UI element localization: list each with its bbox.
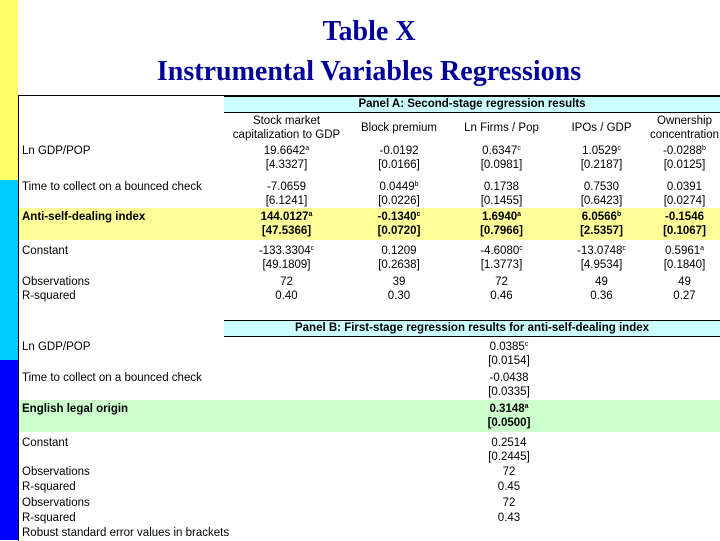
row-label: Constant: [22, 245, 69, 257]
row-label: Constant: [22, 437, 69, 449]
col-header-5: Ownership concentration: [649, 115, 720, 141]
coef-value: -0.1340$^c$: [377, 211, 421, 223]
panel-b-stats: [19, 464, 720, 526]
significance-mark: c: [519, 245, 523, 252]
coef-value: -133.3304$^c$: [258, 245, 315, 257]
r2-label: R-squared: [22, 290, 76, 302]
coef-value: -4.6080$^c$: [480, 245, 523, 257]
significance-mark: c: [524, 341, 529, 348]
std-error-value: [0.2445]: [488, 451, 530, 463]
significance-mark: a: [308, 211, 313, 218]
significance-mark: b: [616, 211, 622, 218]
significance-mark: a: [524, 403, 529, 410]
std-error-value: [0.1067]: [663, 225, 706, 237]
std-error-value: [0.0981]: [480, 159, 523, 171]
significance-mark: b: [414, 181, 419, 188]
significance-mark: a: [700, 245, 705, 252]
std-error-value: [0.0226]: [378, 195, 420, 207]
slide-title: Table X: [322, 16, 416, 47]
coef-value: 0.7530: [583, 181, 620, 193]
coef-value: 0.0391: [666, 181, 703, 193]
row-label: Time to collect on a bounced check: [22, 372, 202, 384]
obs-value: 72: [495, 276, 508, 288]
std-error-value: [0.0720]: [377, 225, 421, 237]
panel-a-row: [19, 178, 720, 210]
panel-b-row: [19, 434, 720, 466]
panel-a-row: [19, 208, 720, 240]
slide-subtitle: Instrumental Variables Regressions: [156, 56, 582, 87]
std-error-value: [0.0125]: [663, 159, 706, 171]
coef-value: 0.0449$^b$: [379, 181, 419, 193]
r2-value: 0.36: [590, 290, 613, 302]
obs-value: 72: [502, 466, 516, 478]
coef-value: 0.0385$^c$: [489, 341, 529, 353]
row-label: Ln GDP/POP: [22, 145, 91, 157]
obs-value: 49: [595, 276, 608, 288]
significance-mark: a: [517, 211, 522, 218]
obs-value: 72: [502, 497, 516, 509]
std-error-value: [0.0500]: [487, 417, 531, 429]
significance-mark: a: [305, 145, 310, 152]
panel-b-heading: Panel B: First-stage regression results for anti-self-dealing index: [224, 320, 720, 337]
std-error-value: [0.7966]: [480, 225, 523, 237]
std-error-value: [0.2638]: [378, 259, 420, 271]
std-error-value: [0.0335]: [488, 386, 530, 398]
coef-value: -0.1546: [664, 211, 704, 223]
coef-value: -13.0748$^c$: [577, 245, 626, 257]
significance-mark: c: [310, 245, 315, 252]
col-header-3: Ln Firms / Pop: [464, 122, 539, 134]
std-error-value: [6.1241]: [265, 195, 308, 207]
coef-value: 6.0566$^b$: [581, 211, 622, 223]
row-label: Anti-self-dealing index: [22, 211, 146, 223]
slide-sidebar: [0, 0, 18, 540]
r2-value: 0.46: [490, 290, 513, 302]
std-error-value: [0.0154]: [488, 355, 530, 367]
coef-value: -0.0192: [379, 145, 419, 157]
col-header-2: Block premium: [360, 122, 438, 134]
obs-value: 72: [280, 276, 293, 288]
obs-value: 49: [678, 276, 691, 288]
r2-value: 0.27: [673, 290, 696, 302]
panel-b-row: [19, 400, 720, 432]
regression-table: [18, 95, 720, 541]
footnote: Robust standard error values in brackets: [22, 527, 230, 539]
obs-label: Observations: [22, 466, 90, 478]
obs-label: Observations: [22, 497, 90, 509]
std-error-value: [0.2187]: [580, 159, 623, 171]
r2-value: 0.30: [387, 290, 411, 302]
sidebar-cyan-block: [0, 180, 18, 360]
std-error-value: [47.5366]: [261, 225, 312, 237]
r2-value: 0.40: [275, 290, 298, 302]
row-label: English legal origin: [22, 403, 129, 415]
row-label: Time to collect on a bounced check: [22, 181, 202, 193]
std-error-value: [1.3773]: [480, 259, 523, 271]
panel-a-stats: [19, 274, 720, 304]
coef-value: 0.3148$^a$: [489, 403, 529, 415]
coef-value: 0.2514: [491, 437, 527, 449]
coef-value: 0.1738: [483, 181, 520, 193]
coef-value: 0.6347$^c$: [482, 145, 521, 157]
col-header-4: IPOs / GDP: [571, 122, 632, 134]
std-error-value: [49.1809]: [262, 259, 311, 271]
panel-b-row: [19, 338, 720, 370]
std-error-value: [0.0166]: [378, 159, 420, 171]
std-error-value: [0.1840]: [663, 259, 706, 271]
significance-mark: c: [622, 245, 626, 252]
panel-a-heading: Panel A: Second-stage regression results: [224, 96, 720, 113]
coef-value: 1.0529$^c$: [582, 145, 621, 157]
coef-value: -0.0438: [489, 372, 529, 384]
obs-label: Observations: [22, 276, 90, 288]
std-error-value: [0.0274]: [663, 195, 706, 207]
r2-label: R-squared: [22, 481, 76, 493]
coef-value: 144.0127$^a$: [260, 211, 313, 223]
std-error-value: [4.3327]: [265, 159, 308, 171]
coef-value: 0.1209: [381, 245, 417, 257]
sidebar-blue-block: [0, 360, 18, 540]
significance-mark: b: [702, 145, 706, 152]
r2-value: 0.43: [497, 512, 521, 524]
sidebar-yellow-block: [0, 0, 18, 180]
std-error-value: [2.5357]: [580, 225, 623, 237]
panel-a-row: [19, 242, 720, 274]
significance-mark: c: [517, 145, 521, 152]
coef-value: 19.6642$^a$: [263, 145, 310, 157]
coef-value: 0.5961$^a$: [664, 245, 705, 257]
std-error-value: [4.9534]: [580, 259, 623, 271]
r2-value: 0.45: [497, 481, 521, 493]
std-error-value: [0.1455]: [480, 195, 523, 207]
std-error-value: [0.6423]: [580, 195, 623, 207]
obs-value: 39: [392, 276, 406, 288]
coef-value: -7.0659: [266, 181, 306, 193]
coef-value: 1.6940$^a$: [481, 211, 522, 223]
r2-label: R-squared: [22, 512, 76, 524]
coef-value: -0.0288$^b$: [663, 145, 706, 157]
significance-mark: c: [416, 211, 421, 218]
panel-b-row: [19, 369, 720, 401]
row-label: Ln GDP/POP: [22, 341, 91, 353]
significance-mark: c: [617, 145, 621, 152]
panel-a-row: [19, 142, 720, 174]
col-header-1: Stock market capitalization to GDP: [232, 115, 341, 141]
